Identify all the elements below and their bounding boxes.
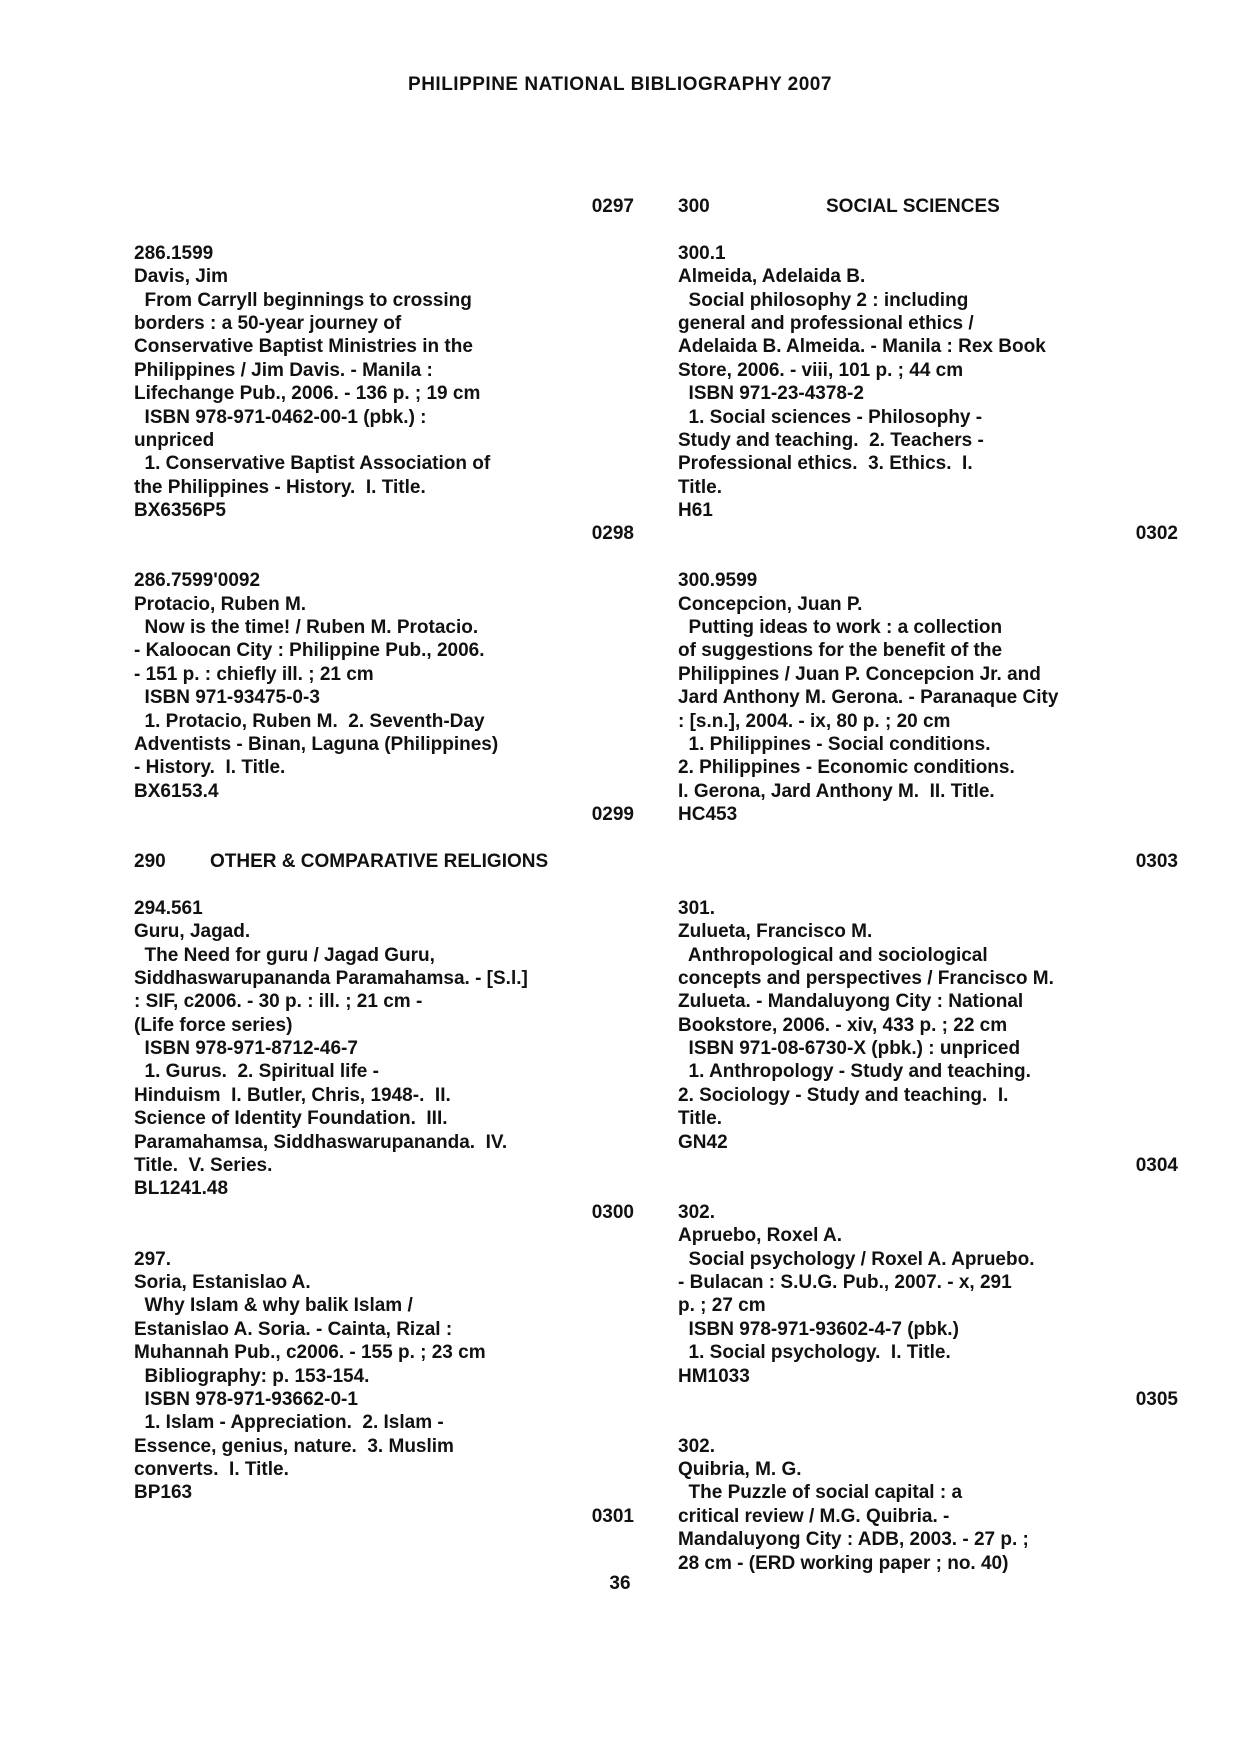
entry-line: 302. [678, 1201, 715, 1223]
section-heading [134, 850, 634, 873]
entry-line: ISBN 978-971-0462-00-1 (pbk.) : [134, 406, 427, 428]
entry-line: Essence, genius, nature. 3. Muslim [134, 1435, 454, 1457]
record-number: 0299 [591, 804, 634, 826]
entry-line: ISBN 971-23-4378-2 [678, 383, 864, 405]
bibliographic-entry [678, 1201, 1178, 1412]
entry-line: The Puzzle of social capital : a [678, 1482, 963, 1504]
entry-line: Professional ethics. 3. Ethics. I. [678, 453, 973, 475]
entry-line: Hinduism I. Butler, Chris, 1948-. II. [134, 1084, 451, 1106]
entry-line: of suggestions for the benefit of the [678, 640, 1003, 662]
entry-line: Store, 2006. - viii, 101 p. ; 44 cm [678, 359, 964, 381]
entry-line: : [s.n.], 2004. - ix, 80 p. ; 20 cm [678, 710, 951, 732]
entry-line: - 151 p. : chiefly ill. ; 21 cm [134, 663, 374, 685]
entry-line: concepts and perspectives / Francisco M. [678, 967, 1054, 989]
bibliographic-entry [678, 569, 1178, 873]
entry-line: Title. [678, 476, 722, 498]
entry-line: 300.1 [678, 242, 726, 264]
entry-line: 300.9599 [678, 570, 758, 592]
entry-line: Davis, Jim [134, 266, 228, 288]
entry-line: Now is the time! / Ruben M. Protacio. [134, 617, 479, 639]
entry-line: Why Islam & why balik Islam / [134, 1295, 413, 1317]
entry-line: Bookstore, 2006. - xiv, 433 p. ; 22 cm [678, 1014, 1008, 1036]
record-number: 0297 [591, 196, 634, 217]
entry-line: Title. V. Series. [134, 1155, 273, 1177]
entry-line: ISBN 971-93475-0-3 [134, 687, 320, 709]
entry-line: 1. Philippines - Social conditions. [678, 733, 991, 755]
record-number: 0304 [1135, 1155, 1178, 1177]
entry-line: GN42 [678, 1131, 728, 1153]
entry-line: Siddhaswarupananda Paramahamsa. - [S.l.] [134, 967, 528, 989]
bibliographic-entry [678, 1435, 1178, 1575]
entry-line: the Philippines - History. I. Title. [134, 476, 426, 498]
entry-line: 2. Sociology - Study and teaching. I. [678, 1084, 1009, 1106]
bibliographic-entry [134, 569, 634, 826]
entry-line: The Need for guru / Jagad Guru, [134, 944, 435, 966]
record-number: 0298 [591, 523, 634, 545]
entry-line: p. ; 27 cm [678, 1295, 766, 1317]
section-code: 290 [134, 850, 166, 872]
entry-line: BP163 [134, 1482, 193, 1504]
entry-line: Almeida, Adelaida B. [678, 266, 866, 288]
entry-line: 286.7599'0092 [134, 570, 261, 592]
entry-line: 302. [678, 1435, 715, 1457]
entry-line: I. Gerona, Jard Anthony M. II. Title. [678, 780, 995, 802]
entry-line: Guru, Jagad. [134, 921, 251, 943]
entry-line: general and professional ethics / [678, 312, 974, 334]
entry-line: 286.1599 [134, 242, 214, 264]
entry-line: Jard Anthony M. Gerona. - Paranaque City [678, 687, 1059, 709]
entry-line: Study and teaching. 2. Teachers - [678, 429, 984, 451]
bibliographic-entry [134, 1248, 634, 1529]
entry-line: converts. I. Title. [134, 1459, 289, 1481]
entry-line: Anthropological and sociological [678, 944, 988, 966]
entry-line: 1. Protacio, Ruben M. 2. Seventh-Day [134, 710, 485, 732]
entry-line: Conservative Baptist Ministries in the [134, 336, 473, 358]
entry-line: Adelaida B. Almeida. - Manila : Rex Book [678, 336, 1046, 358]
entry-line: Zulueta, Francisco M. [678, 921, 873, 943]
page-header: PHILIPPINE NATIONAL BIBLIOGRAPHY 2007 [408, 74, 832, 95]
bibliographic-entry [134, 897, 634, 1224]
record-number: 0305 [1135, 1388, 1178, 1410]
entry-line: - History. I. Title. [134, 757, 286, 779]
entry-line: Paramahamsa, Siddhaswarupananda. IV. [134, 1131, 508, 1153]
entry-line: Title. [678, 1108, 722, 1130]
record-number: 0300 [591, 1201, 634, 1223]
left-column [134, 195, 634, 1528]
entry-line: Zulueta. - Mandaluyong City : National [678, 991, 1024, 1013]
entry-line: Protacio, Ruben M. [134, 593, 307, 615]
entry-line: Social philosophy 2 : including [678, 289, 969, 311]
entry-line: 1. Social psychology. I. Title. [678, 1342, 951, 1364]
entry-line: 297. [134, 1248, 171, 1270]
entry-line: 1. Gurus. 2. Spiritual life - [134, 1061, 379, 1083]
entry-line: BX6153.4 [134, 780, 219, 802]
entry-line: Philippines / Juan P. Concepcion Jr. and [678, 663, 1041, 685]
bibliographic-entry [678, 897, 1178, 1178]
entry-line: 2. Philippines - Economic conditions. [678, 757, 1015, 779]
entry-line: - Bulacan : S.U.G. Pub., 2007. - x, 291 [678, 1271, 1012, 1293]
record-number: 0301 [591, 1505, 634, 1527]
entry-line: 294.561 [134, 897, 203, 919]
entry-line: Science of Identity Foundation. III. [134, 1108, 448, 1130]
section-code: 300 [678, 196, 710, 217]
section-title: OTHER & COMPARATIVE RELIGIONS [210, 850, 549, 872]
entry-line: Putting ideas to work : a collection [678, 617, 1003, 639]
entry-line: BX6356P5 [134, 500, 226, 522]
page-number: 36 [609, 1573, 631, 1594]
entry-line: Estanislao A. Soria. - Cainta, Rizal : [134, 1318, 453, 1340]
entry-line: ISBN 978-971-93602-4-7 (pbk.) [678, 1318, 959, 1340]
section-heading [678, 195, 1178, 218]
bibliographic-entry [678, 242, 1178, 546]
record-number: 0303 [1135, 850, 1178, 872]
entry-line: HC453 [678, 804, 738, 826]
record-number: 0302 [1135, 523, 1178, 545]
entry-line: 301. [678, 897, 715, 919]
entry-line: : SIF, c2006. - 30 p. : ill. ; 21 cm - [134, 991, 423, 1013]
right-column [678, 195, 1178, 1575]
entry-line: 1. Anthropology - Study and teaching. [678, 1061, 1031, 1083]
entry-line: Social psychology / Roxel A. Apruebo. [678, 1248, 1035, 1270]
entry-line: borders : a 50-year journey of [134, 312, 402, 334]
bibliographic-entry [134, 242, 634, 546]
entry-line: BL1241.48 [134, 1178, 229, 1200]
entry-line: H61 [678, 500, 713, 522]
entry-line: 1. Social sciences - Philosophy - [678, 406, 983, 428]
entry-line: 28 cm - (ERD working paper ; no. 40) [678, 1552, 1009, 1574]
entry-line: ISBN 978-971-8712-46-7 [134, 1038, 358, 1060]
entry-line: unpriced [134, 429, 215, 451]
entry-line: - Kaloocan City : Philippine Pub., 2006. [134, 640, 485, 662]
entry-line: ISBN 978-971-93662-0-1 [134, 1388, 358, 1410]
entry-line: Muhannah Pub., c2006. - 155 p. ; 23 cm [134, 1342, 486, 1364]
entry-line: ISBN 971-08-6730-X (pbk.) : unpriced [678, 1038, 1021, 1060]
entry-line: Adventists - Binan, Laguna (Philippines) [134, 733, 499, 755]
entry-line: Soria, Estanislao A. [134, 1271, 311, 1293]
entry-line: Apruebo, Roxel A. [678, 1225, 842, 1247]
entry-line: (Life force series) [134, 1014, 293, 1036]
entry-line: Concepcion, Juan P. [678, 593, 863, 615]
entry-line: 1. Conservative Baptist Association of [134, 453, 491, 475]
entry-line: Mandaluyong City : ADB, 2003. - 27 p. ; [678, 1529, 1029, 1551]
entry-line: Bibliography: p. 153-154. [134, 1365, 370, 1387]
entry-line: Philippines / Jim Davis. - Manila : [134, 359, 433, 381]
entry-line: critical review / M.G. Quibria. - [678, 1505, 950, 1527]
entry-line: From Carryll beginnings to crossing [134, 289, 472, 311]
entry-line: HM1033 [678, 1365, 750, 1387]
entry-line: Quibria, M. G. [678, 1459, 802, 1481]
section-title: SOCIAL SCIENCES [826, 196, 1000, 217]
entry-line: Lifechange Pub., 2006. - 136 p. ; 19 cm [134, 383, 481, 405]
entry-line: 1. Islam - Appreciation. 2. Islam - [134, 1412, 444, 1434]
